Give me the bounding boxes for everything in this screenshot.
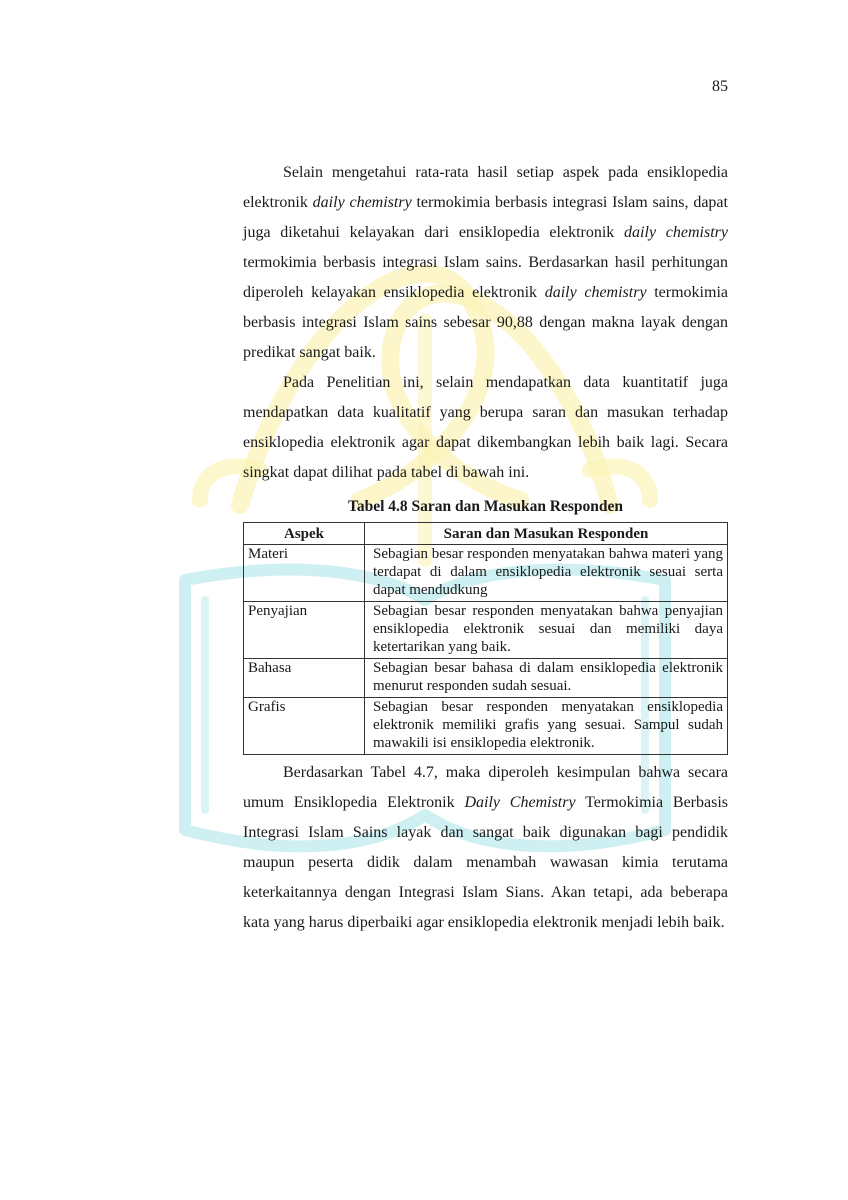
page-body (243, 158, 728, 938)
cell-aspek: Grafis (244, 698, 365, 755)
saran-masukan-table (243, 522, 728, 755)
cell-saran: Sebagian besar responden menyatakan bahwa penyajian ensiklopedia elektronik sesuai dan memiliki daya ketertarikan yang baik. (365, 602, 728, 659)
cell-saran: Sebagian besar responden menyatakan bahwa materi yang terdapat di dalam ensiklopedia elektronik sesuai serta dapat mendudkung (365, 545, 728, 602)
table-row (244, 602, 728, 659)
cell-aspek: Materi (244, 545, 365, 602)
table-row (244, 545, 728, 602)
cell-saran: Sebagian besar responden menyatakan ensiklopedia elektronik memiliki grafis yang sesuai. Sampul sudah mawakili isi ensiklopedia elektronik. (365, 698, 728, 755)
page-number: 85 (712, 78, 728, 95)
table-header-row (244, 523, 728, 545)
paragraph-3: Berdasarkan Tabel 4.7, maka diperoleh kesimpulan bahwa secara umum Ensiklopedia Elektronik Daily Chemistry Termokimia Berbasis Integrasi Islam Sains layak dan sangat baik digunakan bagi pendidik maupun peserta didik dalam menambah wawasan kimia terutama keterkaitannya dengan Integrasi Islam Sians. Akan tetapi, ada beberapa kata yang harus diperbaiki agar ensiklopedia elektronik menjadi lebih baik. (243, 764, 728, 931)
cell-saran: Sebagian besar bahasa di dalam ensiklopedia elektronik menurut responden sudah sesuai. (365, 659, 728, 698)
header-saran: Saran dan Masukan Responden (365, 523, 728, 545)
table-row (244, 698, 728, 755)
cell-aspek: Bahasa (244, 659, 365, 698)
table-row (244, 659, 728, 698)
paragraph-2: Pada Penelitian ini, selain mendapatkan data kuantitatif juga mendapatkan data kualitatif yang berupa saran dan masukan terhadap ensiklopedia elektronik agar dapat dikembangkan lebih baik lagi. Secara singkat dapat dilihat pada tabel di bawah ini. (243, 374, 728, 481)
header-aspek: Aspek (244, 523, 365, 545)
cell-aspek: Penyajian (244, 602, 365, 659)
table-caption: Tabel 4.8 Saran dan Masukan Responden (347, 498, 624, 515)
paragraph-1: Selain mengetahui rata-rata hasil setiap aspek pada ensiklopedia elektronik daily chemistry termokimia berbasis integrasi Islam sains, dapat juga diketahui kelayakan dari ensiklopedia elektronik daily chemistry termokimia berbasis integrasi Islam sains. Berdasarkan hasil perhitungan diperoleh kelayakan ensiklopedia elektronik daily chemistry termokimia berbasis integrasi Islam sains sebesar 90,88 dengan makna layak dengan predikat sangat baik. (243, 164, 728, 361)
